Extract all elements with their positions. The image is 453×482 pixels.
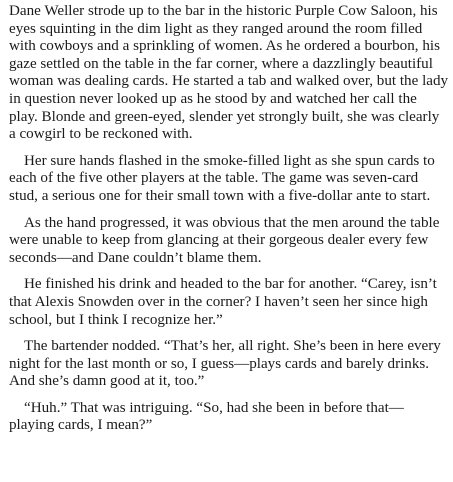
paragraph-1: Dane Weller strode up to the bar in the historic Purple Cow Saloon, his eyes squinting in the dim light as they ranged around the room filled with cowboys and a sprinkling of women. As he ordered a bourbon, his gaze settled on the table in the far corner, where a dazzlingly beautiful woman was dealing cards. He started a tab and walked over, but the lady in question never looked up as he stood by and watched her call the play. Blonde and green-eyed, slender yet strongly built, she was clearly a cowgirl to be reckoned with. <box>9 3 449 143</box>
paragraph-6: “Huh.” That was intriguing. “So, had she been in before that—playing cards, I mean?” <box>9 399 404 434</box>
paragraph-3: As the hand progressed, it was obvious that the men around the table were unable to keep from glancing at their gorgeous dealer every few seconds—and Dane couldn’t blame them. <box>9 214 440 266</box>
paragraph-4: He finished his drink and headed to the bar for another. “Carey, isn’t that Alexis Snowden over in the corner? I haven’t seen her since high school, but I think I recognize her.” <box>9 276 437 328</box>
document-page <box>9 3 449 444</box>
paragraph-2: Her sure hands flashed in the smoke-filled light as she spun cards to each of the five other players at the table. The game was seven-card stud, a serious one for their small town with a five-dollar ante to start. <box>9 152 435 204</box>
paragraph-5: The bartender nodded. “That’s her, all right. She’s been in here every night for the last month or so, I guess—plays cards and barely drinks. And she’s damn good at it, too.” <box>9 338 441 390</box>
